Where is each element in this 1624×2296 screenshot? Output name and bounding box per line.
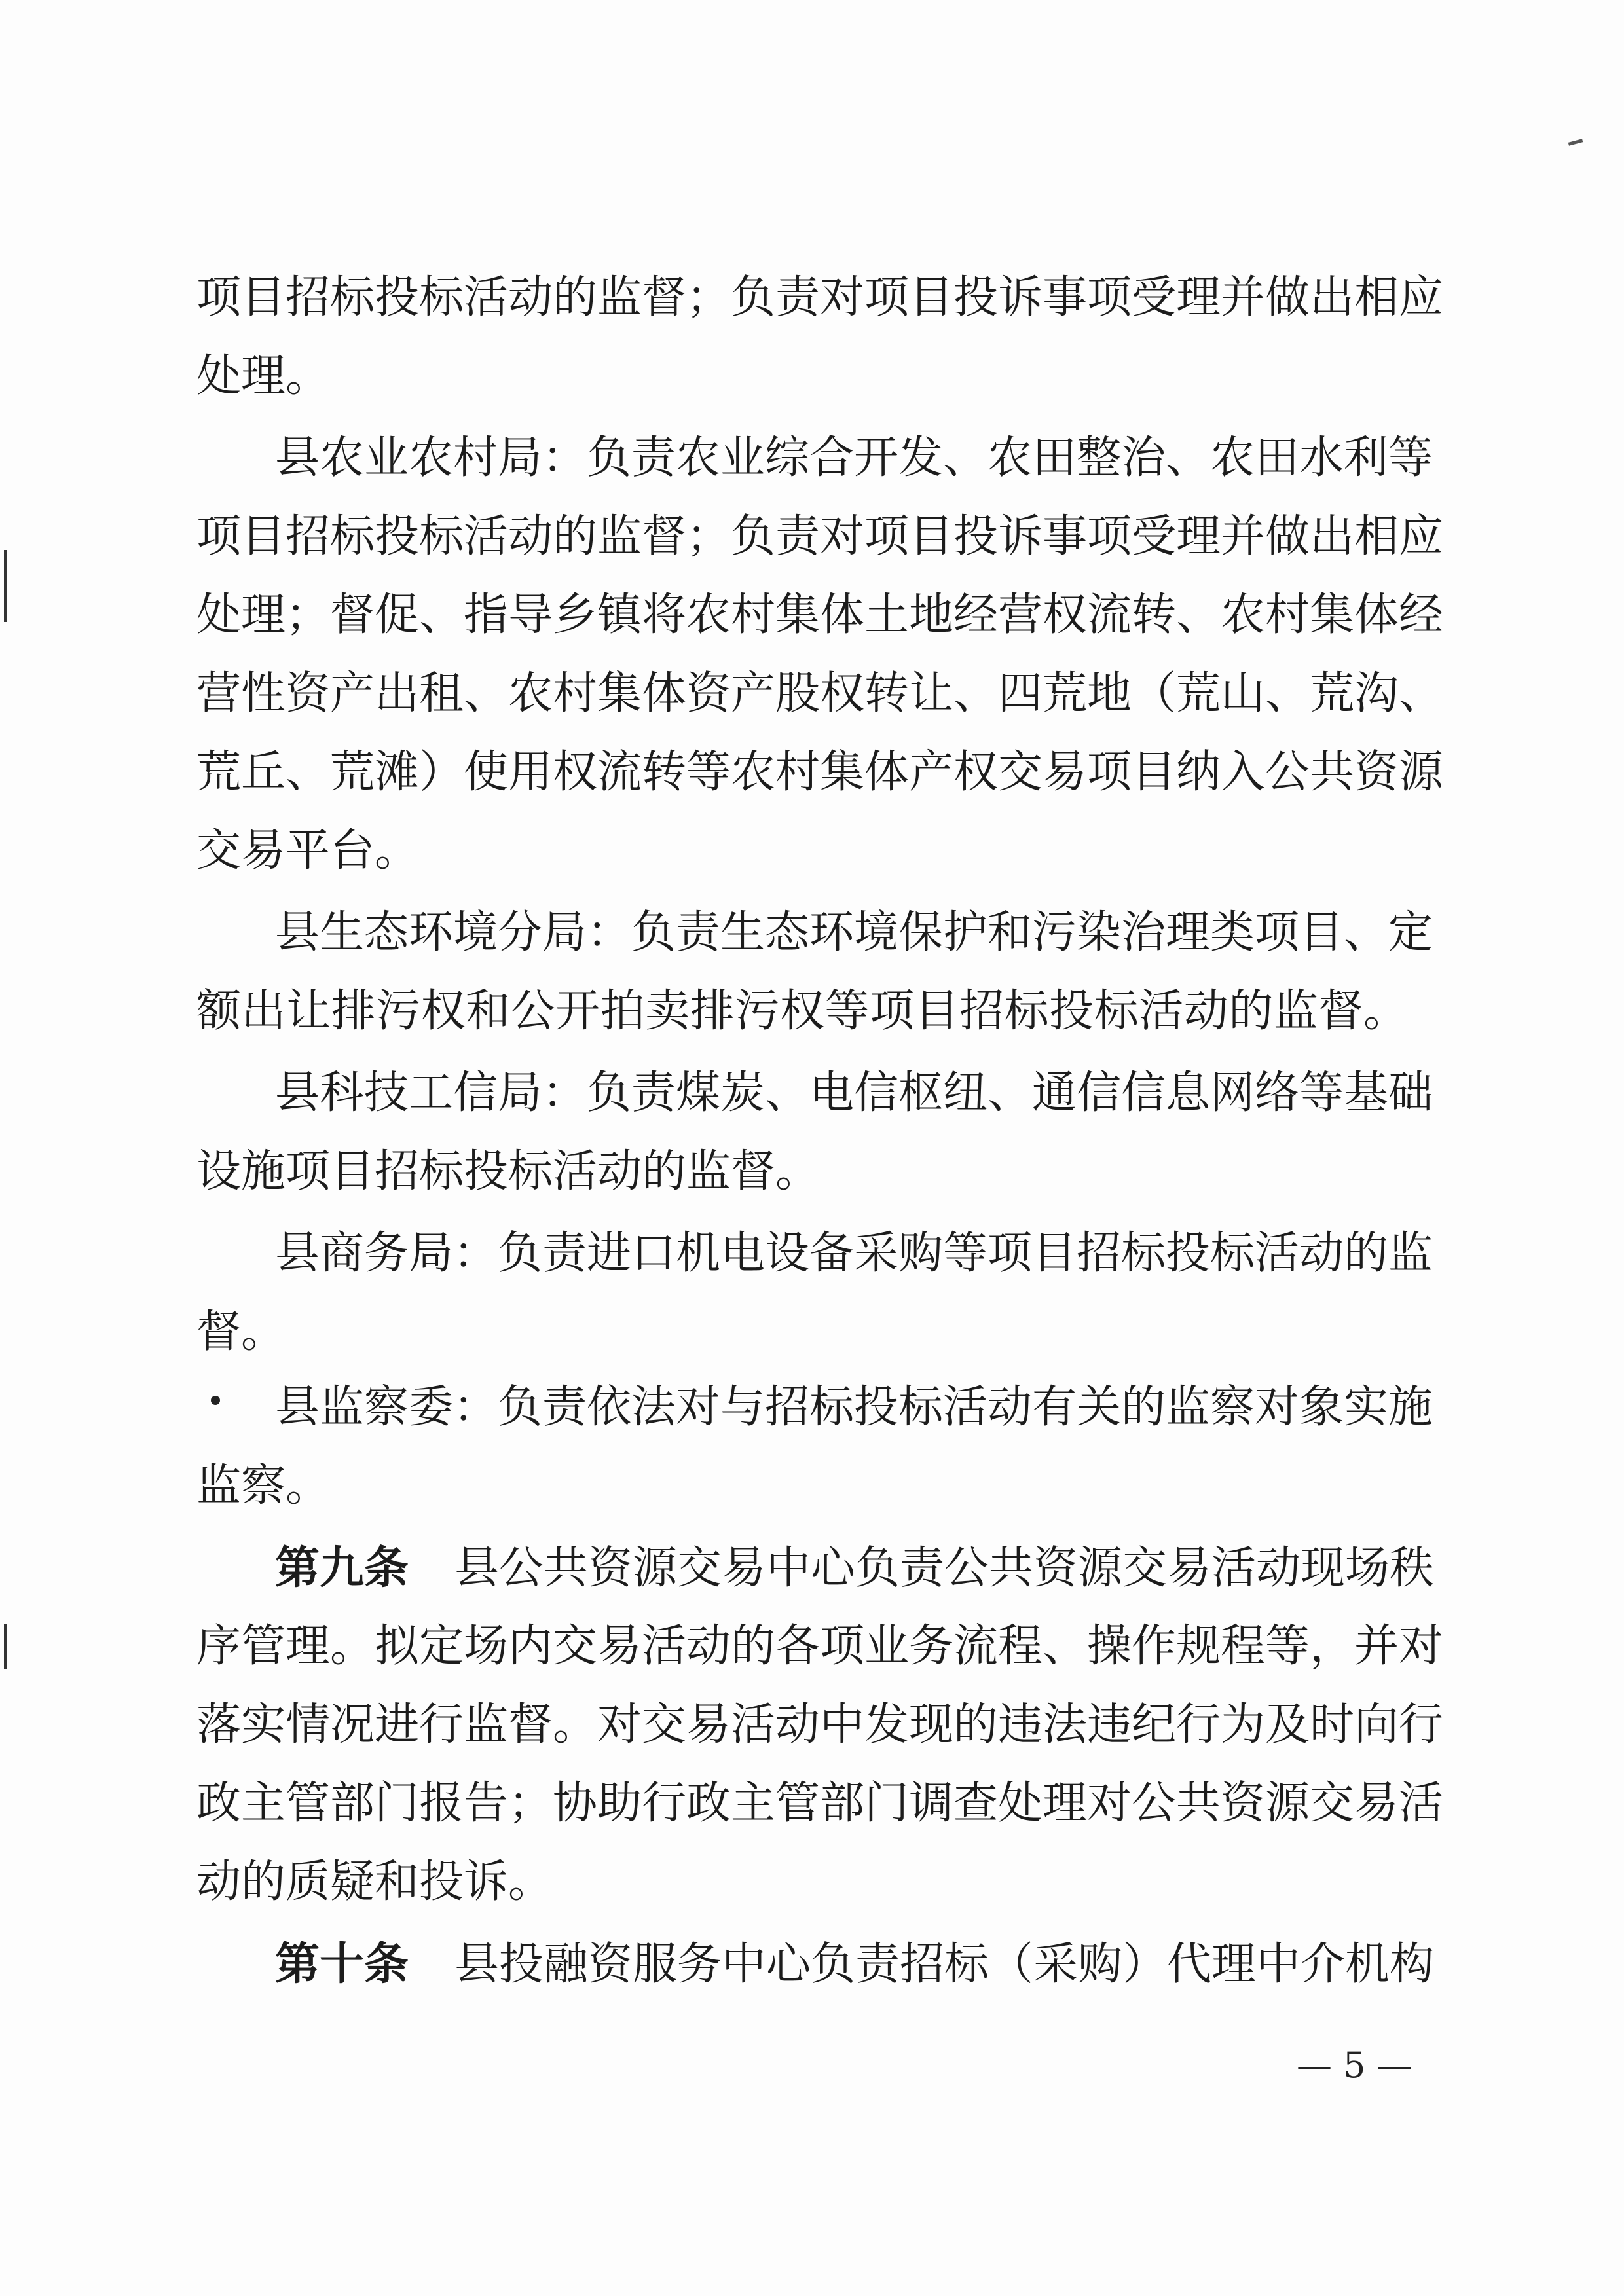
paragraph-line: 荒丘、荒滩）使用权流转等农村集体产权交易项目纳入公共资源 <box>196 746 1444 798</box>
article-ten-text: 县投融资服务中心负责招标（采购）代理中介机构 <box>454 1939 1435 1990</box>
paragraph-line: 督。 <box>196 1306 286 1358</box>
paragraph-line: 处理。 <box>196 350 331 402</box>
article-nine-line <box>275 1542 1435 1594</box>
paragraph-line: 县生态环境分局：负责生态环境保护和污染治理类项目、定 <box>275 907 1433 958</box>
article-nine-heading: 第九条 <box>275 1542 409 1594</box>
paragraph-line: 额出让排污权和公开拍卖排污权等项目招标投标活动的监督。 <box>196 985 1408 1037</box>
paragraph-line: 县科技工信局：负责煤炭、电信枢纽、通信信息网络等基础 <box>275 1067 1433 1119</box>
paragraph-line: 序管理。拟定场内交易活动的各项业务流程、操作规程等，并对 <box>196 1620 1444 1672</box>
paragraph-line: 监察。 <box>196 1460 331 1512</box>
paragraph-line: 项目招标投标活动的监督；负责对项目投诉事项受理并做出相应 <box>196 272 1444 323</box>
article-nine-text: 县公共资源交易中心负责公共资源交易活动现场秩 <box>454 1542 1435 1594</box>
article-ten-line <box>275 1938 1435 1990</box>
scan-edge-mark <box>4 1624 7 1669</box>
scan-mark <box>1568 139 1583 146</box>
paragraph-line: 落实情况进行监督。对交易活动中发现的违法违纪行为及时向行 <box>196 1699 1444 1751</box>
paragraph-line: 营性资产出租、农村集体资产股权转让、四荒地（荒山、荒沟、 <box>196 668 1444 720</box>
scan-edge-mark <box>4 550 7 622</box>
paragraph-line: 县农业农村局：负责农业综合开发、农田整治、农田水利等 <box>275 432 1433 484</box>
paragraph-line: 设施项目招标投标活动的监督。 <box>196 1146 821 1197</box>
page-number: — 5 — <box>1297 2045 1412 2086</box>
paragraph-line: 交易平台。 <box>196 825 420 877</box>
article-ten-heading: 第十条 <box>275 1938 409 1990</box>
paragraph-line: 动的质疑和投诉。 <box>196 1856 553 1908</box>
paragraph-line: 处理；督促、指导乡镇将农村集体土地经营权流转、农村集体经 <box>196 589 1444 641</box>
paragraph-line: 县商务局：负责进口机电设备采购等项目招标投标活动的监 <box>275 1228 1433 1279</box>
paragraph-line: 县监察委：负责依法对与招标投标活动有关的监察对象实施 <box>275 1381 1433 1433</box>
paragraph-line: 项目招标投标活动的监督；负责对项目投诉事项受理并做出相应 <box>196 511 1444 562</box>
paragraph-line: 政主管部门报告；协助行政主管部门调查处理对公共资源交易活 <box>196 1777 1444 1829</box>
bullet-mark <box>211 1396 220 1405</box>
